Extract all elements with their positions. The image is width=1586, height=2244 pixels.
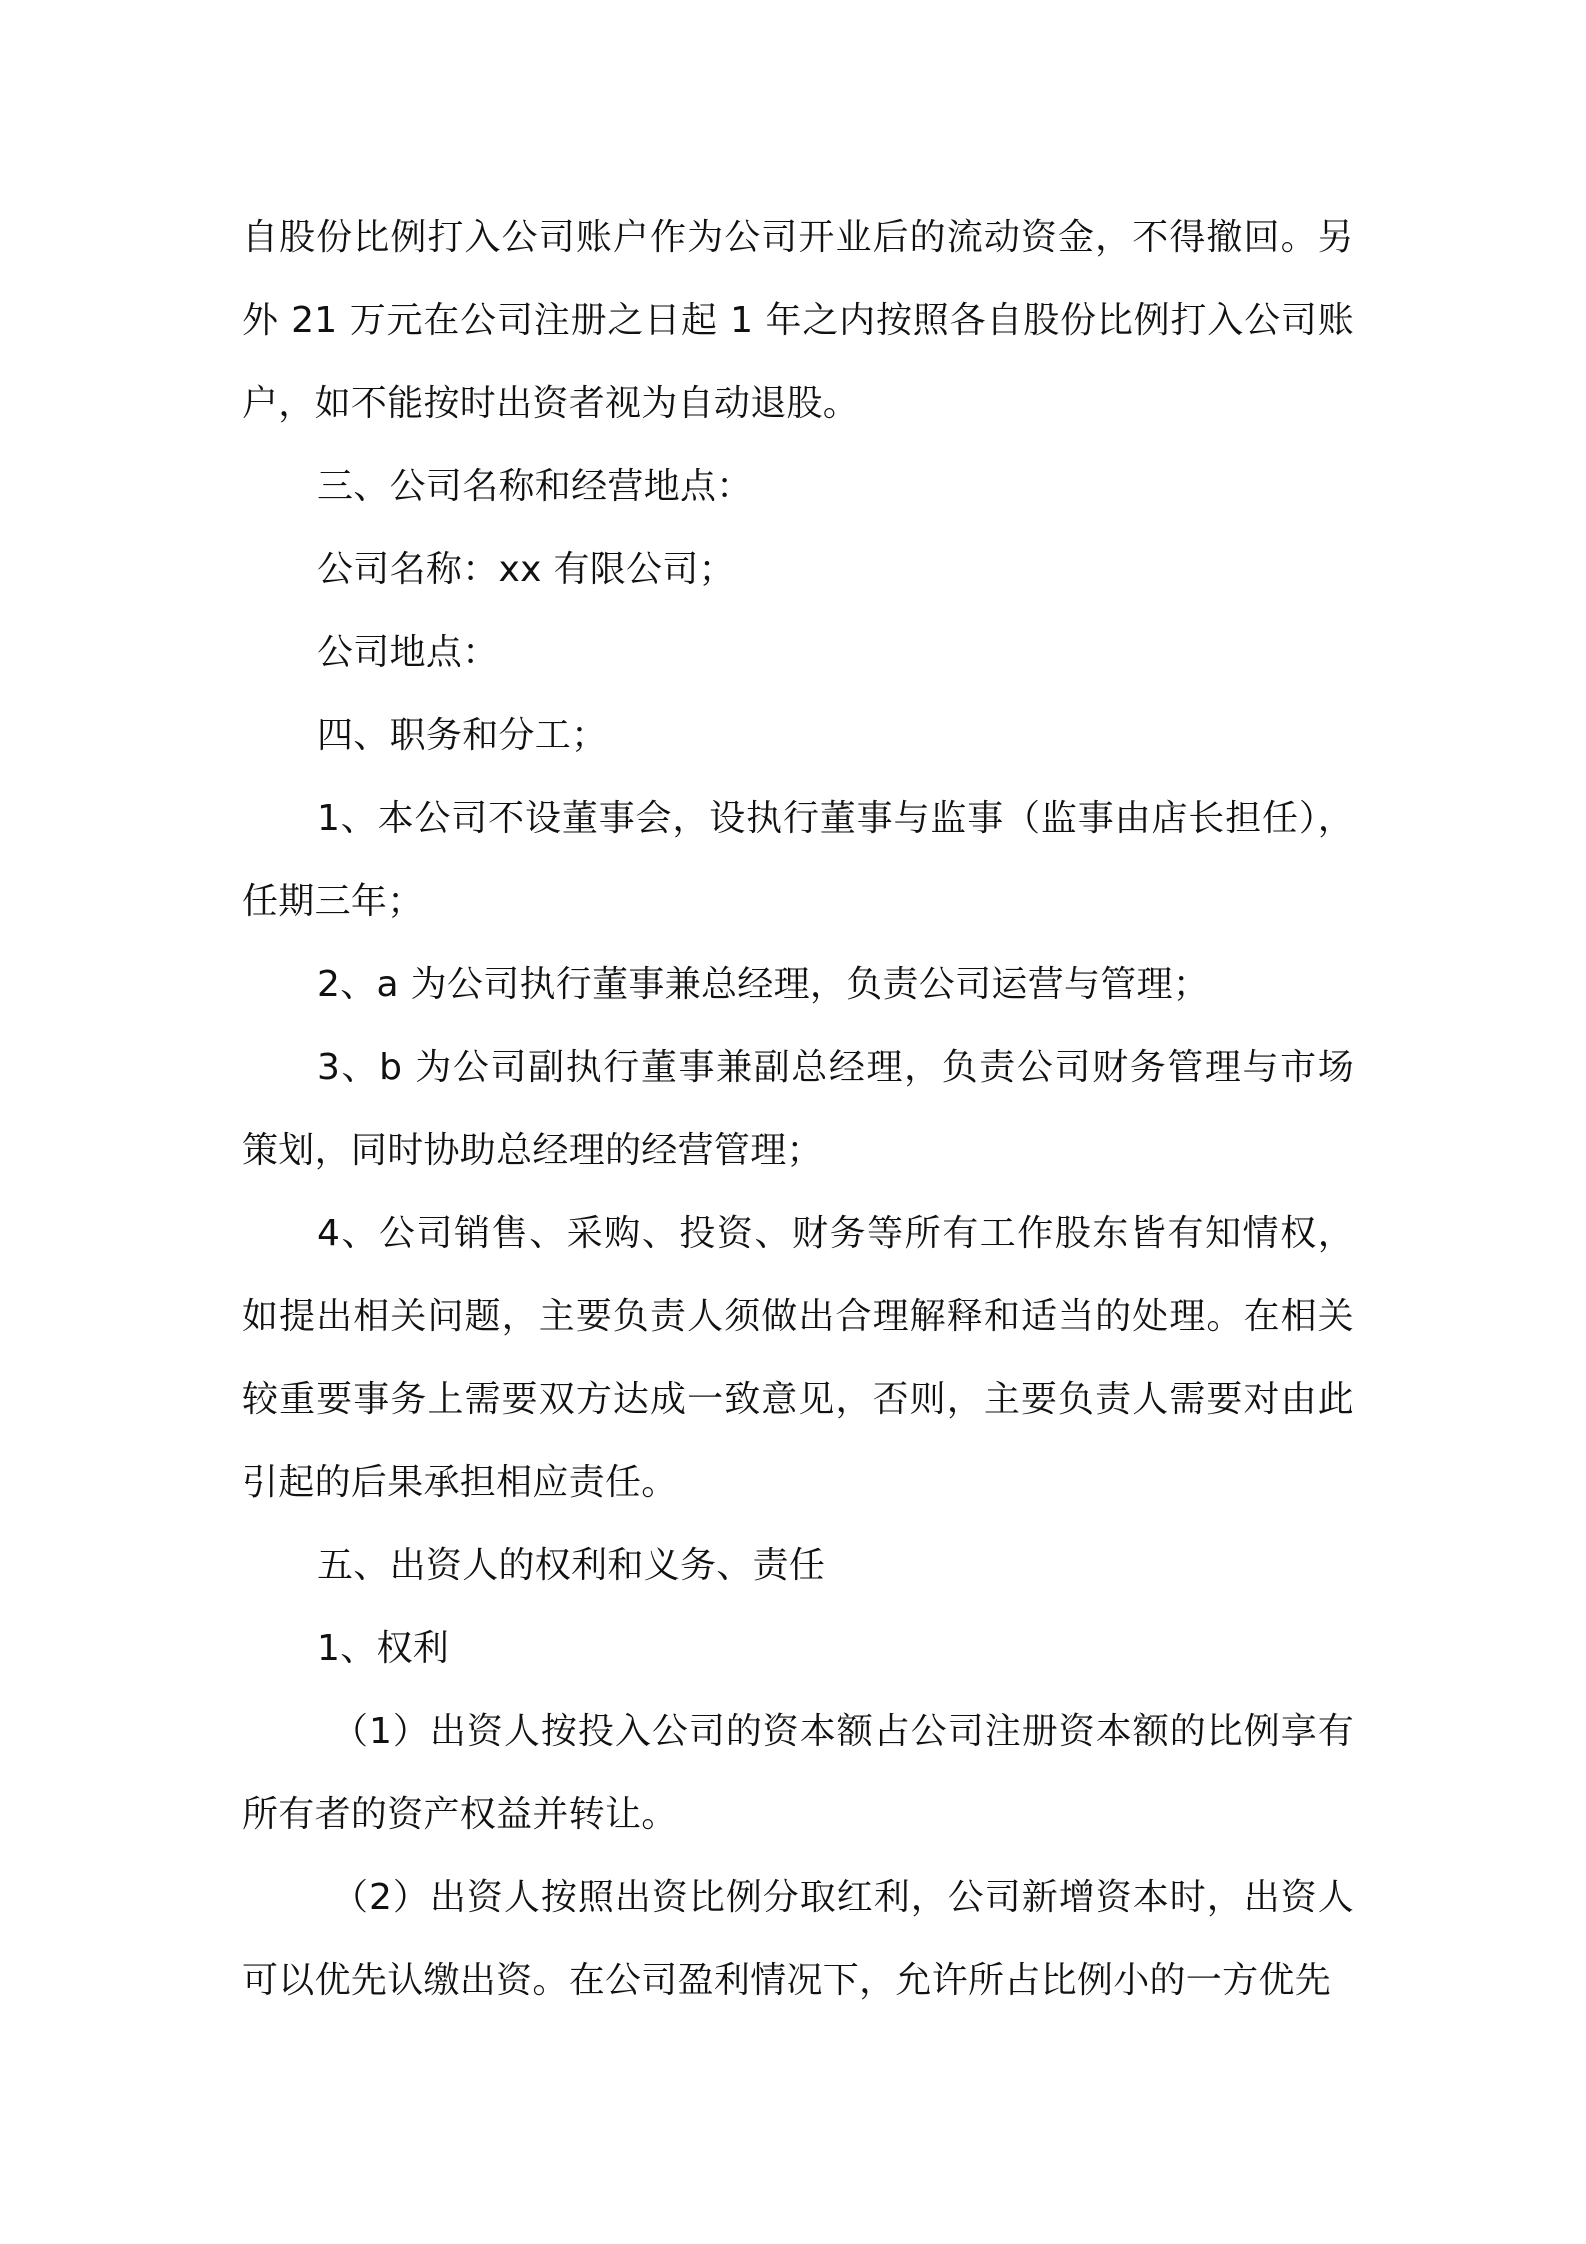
paragraph-capital-contribution: 自股份比例打入公司账户作为公司开业后的流动资金，不得撤回。另外 21 万元在公司注册之日起 1 年之内按照各自股份比例打入公司账户，如不能按时出资者视为自动退股。: [242, 217, 1354, 424]
paragraph-duty-2: 2、a 为公司执行董事兼总经理，负责公司运营与管理；: [317, 964, 1210, 1005]
paragraph-company-name: 公司名称：xx 有限公司；: [317, 549, 735, 590]
subheading-rights: 1、权利: [317, 1628, 450, 1669]
heading-duties-and-division: 四、职务和分工；: [317, 715, 608, 756]
paragraph-duty-4: 4、公司销售、采购、投资、财务等所有工作股东皆有知情权，如提出相关问题，主要负责人须做出合理解释和适当的处理。在相关较重要事务上需要双方达成一致意见，否则，主要负责人需要对由此引起的后果承担相应责任。: [242, 1213, 1354, 1503]
paragraph-duty-1: 1、本公司不设董事会，设执行董事与监事（监事由店长担任），任期三年；: [242, 798, 1354, 922]
heading-company-name-and-location: 三、公司名称和经营地点：: [317, 466, 753, 507]
document-body: [242, 196, 1354, 2022]
paragraph-right-1: （1）出资人按投入公司的资本额占公司注册资本额的比例享有所有者的资产权益并转让。: [242, 1711, 1354, 1835]
paragraph-duty-3: 3、b 为公司副执行董事兼副总经理，负责公司财务管理与市场策划，同时协助总经理的经营管理；: [242, 1047, 1354, 1171]
paragraph-company-location: 公司地点：: [317, 632, 499, 673]
paragraph-right-2: （2）出资人按照出资比例分取红利，公司新增资本时，出资人可以优先认缴出资。在公司盈利情况下，允许所占比例小的一方优先: [242, 1877, 1354, 2001]
heading-investor-rights-obligations: 五、出资人的权利和义务、责任: [317, 1545, 826, 1586]
